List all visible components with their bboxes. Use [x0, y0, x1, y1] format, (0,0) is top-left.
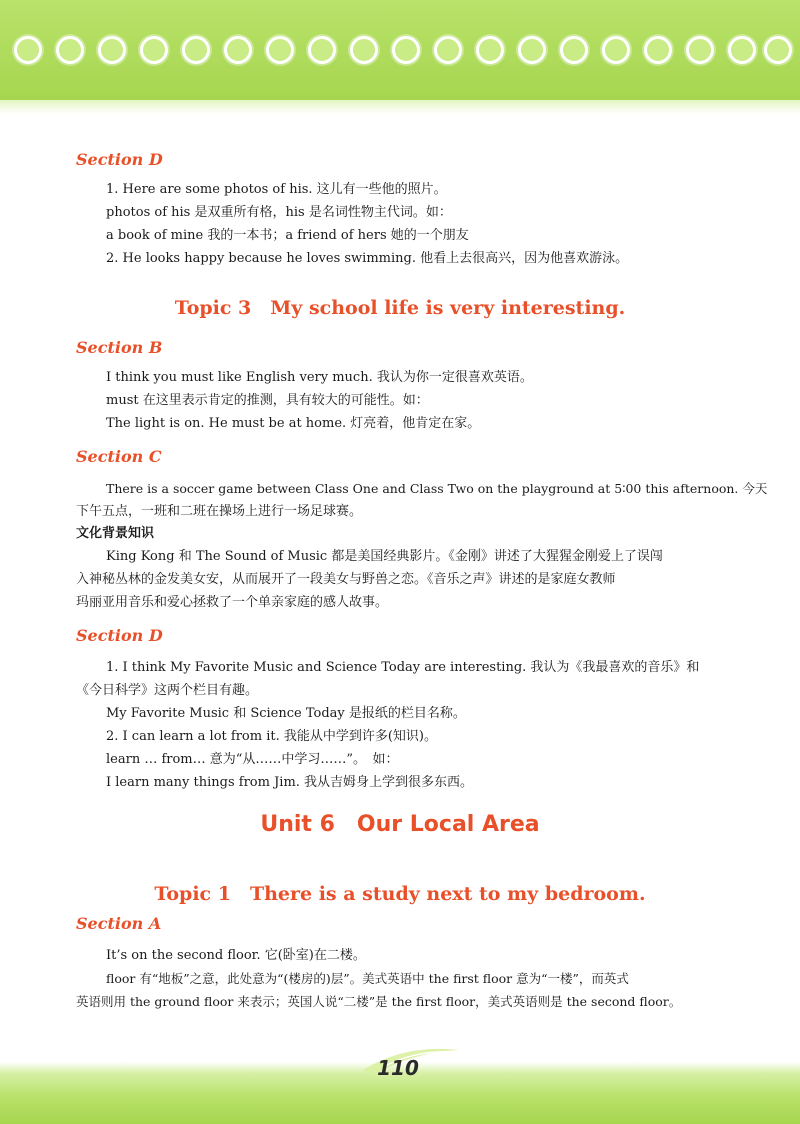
ring-ornament-icon [56, 36, 84, 64]
topic-heading: Topic 3 My school life is very interesting. [174, 297, 626, 319]
ring-ornament-icon [764, 36, 792, 64]
ring-ornament-icon [560, 36, 588, 64]
section-heading: Section D [76, 150, 163, 169]
paragraph-line: There is a soccer game between Class One and Class Two on the playground at 5∶00 this afternoon. 今天 [106, 481, 768, 496]
paragraph-line: a book of mine 我的一本书；a friend of hers 她的一个朋友 [106, 228, 469, 243]
ring-ornament-icon [518, 36, 546, 64]
paragraph-line: 《今日科学》这两个栏目有趣。 [76, 683, 259, 698]
paragraph-line: 1. I think My Favorite Music and Science Today are interesting. 我认为《我最喜欢的音乐》和 [106, 660, 700, 675]
paragraph-line: 入神秘丛林的金发美女安，从而展开了一段美女与野兽之恋。《音乐之声》讲述的是家庭女教师 [76, 572, 616, 587]
header-band-fade [0, 100, 800, 114]
ring-ornament-icon [140, 36, 168, 64]
paragraph-line: I think you must like English very much. 我认为你一定很喜欢英语。 [106, 370, 533, 385]
paragraph-line: 2. I can learn a lot from it. 我能从中学到许多(知识)。 [106, 729, 437, 744]
paragraph-line: must 在这里表示肯定的推测，具有较大的可能性。如： [106, 393, 429, 408]
page-number: 110 [377, 1056, 419, 1080]
ring-ornament-icon [266, 36, 294, 64]
paragraph-line: 1. Here are some photos of his. 这儿有一些他的照片。 [106, 182, 447, 197]
paragraph-line: 下午五点，一班和二班在操场上进行一场足球赛。 [76, 504, 363, 519]
ring-ornament-icon [602, 36, 630, 64]
paragraph-line: 2. He looks happy because he loves swimming. 他看上去很高兴，因为他喜欢游泳。 [106, 251, 629, 266]
paragraph-line: photos of his 是双重所有格，his 是名词性物主代词。如： [106, 205, 452, 220]
paragraph-line: floor 有“地板”之意，此处意为“(楼房的)层”。美式英语中 the first floor 意为“一楼”，而英式 [106, 971, 629, 986]
ring-ornament-icon [182, 36, 210, 64]
ring-ornament-icon [98, 36, 126, 64]
ring-ornament-icon [434, 36, 462, 64]
ring-ornament-icon [728, 36, 756, 64]
ring-ornament-icon [350, 36, 378, 64]
paragraph-line: King Kong 和 The Sound of Music 都是美国经典影片。《金刚》讲述了大猩猩金刚爱上了误闯 [106, 549, 663, 564]
ring-ornament-icon [308, 36, 336, 64]
page-content [76, 148, 768, 1013]
ring-ornament-icon [224, 36, 252, 64]
paragraph-line: My Favorite Music 和 Science Today 是报纸的栏目名称。 [106, 706, 466, 721]
unit-heading: Unit 6 Our Local Area [260, 812, 540, 837]
section-heading: Section B [76, 338, 163, 357]
topic-heading: Topic 1 There is a study next to my bedroom. [154, 883, 646, 905]
section-heading: Section D [76, 626, 163, 645]
culture-heading: 文化背景知识 [76, 526, 155, 541]
header-band [0, 0, 800, 100]
ring-ornament-icon [686, 36, 714, 64]
paragraph-line: learn … from… 意为“从……中学习……”。 如： [106, 752, 399, 767]
ring-ornament-icon [392, 36, 420, 64]
section-heading: Section C [76, 447, 162, 466]
section-heading: Section A [76, 914, 162, 933]
decorative-ring-row [14, 36, 794, 72]
paragraph-line: It’s on the second floor. 它(卧室)在二楼。 [106, 948, 366, 963]
ring-ornament-icon [644, 36, 672, 64]
paragraph-line: 英语则用 the ground floor 来表示；英国人说“二楼”是 the first floor，美式英语则是 the second floor。 [76, 994, 682, 1009]
ring-ornament-icon [476, 36, 504, 64]
paragraph-line: I learn many things from Jim. 我从吉姆身上学到很多东西。 [106, 775, 474, 790]
paragraph-line: The light is on. He must be at home. 灯亮着，他肯定在家。 [106, 416, 481, 431]
ring-ornament-icon [14, 36, 42, 64]
paragraph-line: 玛丽亚用音乐和爱心拯救了一个单亲家庭的感人故事。 [76, 595, 389, 610]
